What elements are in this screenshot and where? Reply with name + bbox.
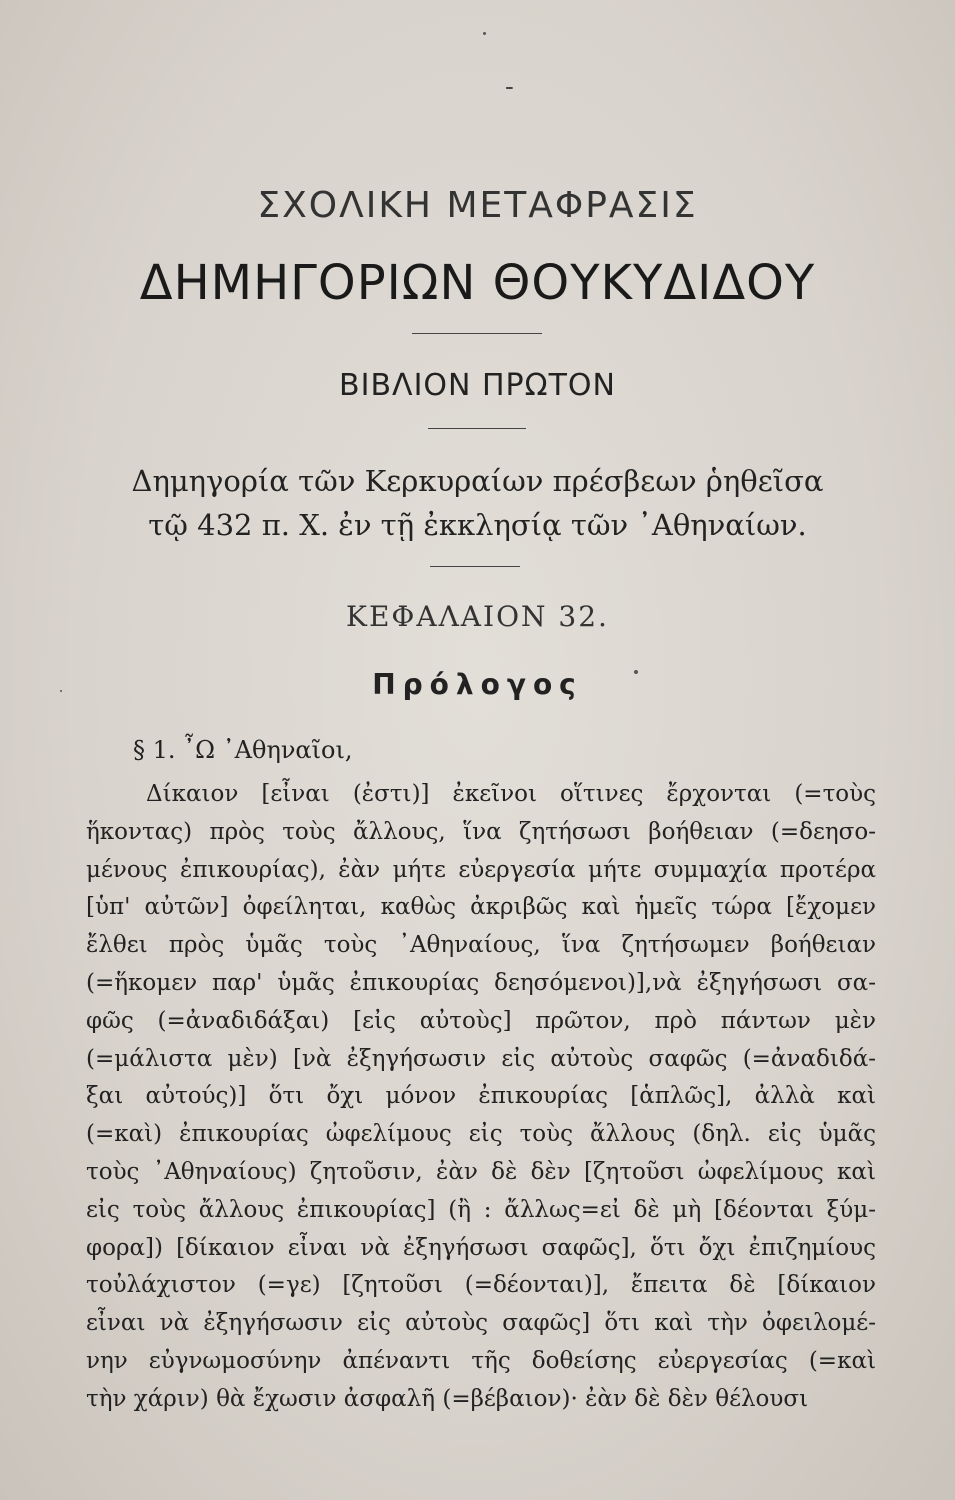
text-line: Δίκαιον [εἶναι (ἐστι)] ἐκεῖνοι οἵτινες ἔρχονται (=τοὺς — [146, 781, 876, 807]
text-line: ἥκοντας) πρὸς τοὺς ἄλλους, ἵνα ζητήσωσι βοήθειαν (=δεησο- — [86, 818, 876, 845]
text-line: ξαι αὐτούς)] ὅτι ὄχι μόνον ἐπικουρίας [ἁπλῶς], ἀλλὰ καὶ — [86, 1083, 876, 1110]
divider-rule-1 — [412, 333, 542, 334]
book-heading: ΒΙΒΛΙΟΝ ΠΡΩΤΟΝ — [339, 368, 616, 403]
text-line: φορα]) [δίκαιον εἶναι νὰ ἐξηγήσωσι σαφῶς], ὅτι ὄχι ἐπιζημίους — [86, 1234, 876, 1261]
text-line: φῶς (=ἀναδιδάξαι) [εἰς αὐτοὺς] πρῶτον, πρὸ πάντων μὲν — [86, 1007, 876, 1034]
text-line: [ὑπ' αὐτῶν] ὀφείληται, καθὼς ἀκριβῶς καὶ ἡμεῖς τώρα [ἔχομεν — [86, 894, 876, 921]
page-title: ΔΗΜΗΓΟΡΙΩΝ ΘΟΥΚΥΔΙΔΟΥ — [139, 255, 816, 311]
section-opening: § 1. ῏Ω ᾿Αθηναῖοι, — [133, 736, 353, 764]
section-body-text — [86, 776, 876, 1419]
text-line: μένους ἐπικουρίας), ἐὰν μήτε εὐεργεσία μήτε συμμαχία προτέρα — [86, 856, 876, 883]
text-line: (=μάλιστα μὲν) [νὰ ἐξηγήσωσιν εἰς αὐτοὺς σαφῶς (=ἀναδιδά- — [86, 1045, 876, 1072]
text-line: τὴν χάριν) θὰ ἔχωσιν ἀσφαλῆ (=βέβαιον)· ἐὰν δὲ δὲν θέλουσι — [86, 1385, 809, 1412]
text-line: τοὐλάχιστον (=γε) [ζητοῦσι (=δέονται)], ἔπειτα δὲ [δίκαιον — [86, 1272, 876, 1299]
page-subtitle: ΣΧΟΛΙΚΗ ΜΕΤΑΦΡΑΣΙΣ — [257, 185, 698, 226]
paper-speck — [634, 670, 638, 674]
divider-rule-2 — [428, 428, 526, 429]
speech-heading-line-1: Δημηγορία τῶν Κερκυραίων πρέσβεων ῥηθεῖσα — [131, 464, 824, 498]
top-dash-mark: - — [505, 72, 514, 102]
text-line: νην εὐγνωμοσύνην ἀπέναντι τῆς δοθείσης εὐεργεσίας (=καὶ — [86, 1347, 876, 1374]
text-line: εἰς τοὺς ἄλλους ἐπικουρίας] (ἢ : ἄλλως=εἰ δὲ μὴ [δέονται ξύμ- — [86, 1196, 876, 1223]
text-line: (=καὶ) ἐπικουρίας ὠφελίμους εἰς τοὺς ἄλλους (δηλ. εἰς ὑμᾶς — [86, 1121, 876, 1148]
speech-heading-line-2: τῷ 432 π. Χ. ἐν τῇ ἐκκλησίᾳ τῶν ᾿Αθηναίων. — [148, 508, 807, 542]
chapter-heading: ΚΕΦΑΛΑΙΟΝ 32. — [346, 600, 609, 633]
paper-speck — [483, 32, 486, 35]
paper-speck — [60, 690, 62, 692]
text-line: ἔλθει πρὸς ὑμᾶς τοὺς ᾿Αθηναίους, ἵνα ζητήσωμεν βοήθειαν — [86, 932, 876, 959]
divider-rule-3 — [430, 566, 520, 567]
text-line: εἶναι νὰ ἐξηγήσωσιν εἰς αὐτοὺς σαφῶς] ὅτι καὶ τὴν ὀφειλομέ- — [86, 1310, 876, 1337]
prologue-heading: Πρόλογος — [372, 668, 583, 701]
text-line: τοὺς ᾿Αθηναίους) ζητοῦσιν, ἐὰν δὲ δὲν [ζητοῦσι ὠφελίμους καὶ — [86, 1158, 876, 1185]
text-line: (=ἥκομεν παρ' ὑμᾶς ἐπικουρίας δεησόμενοι)],νὰ ἐξηγήσωσι σα- — [86, 969, 876, 996]
